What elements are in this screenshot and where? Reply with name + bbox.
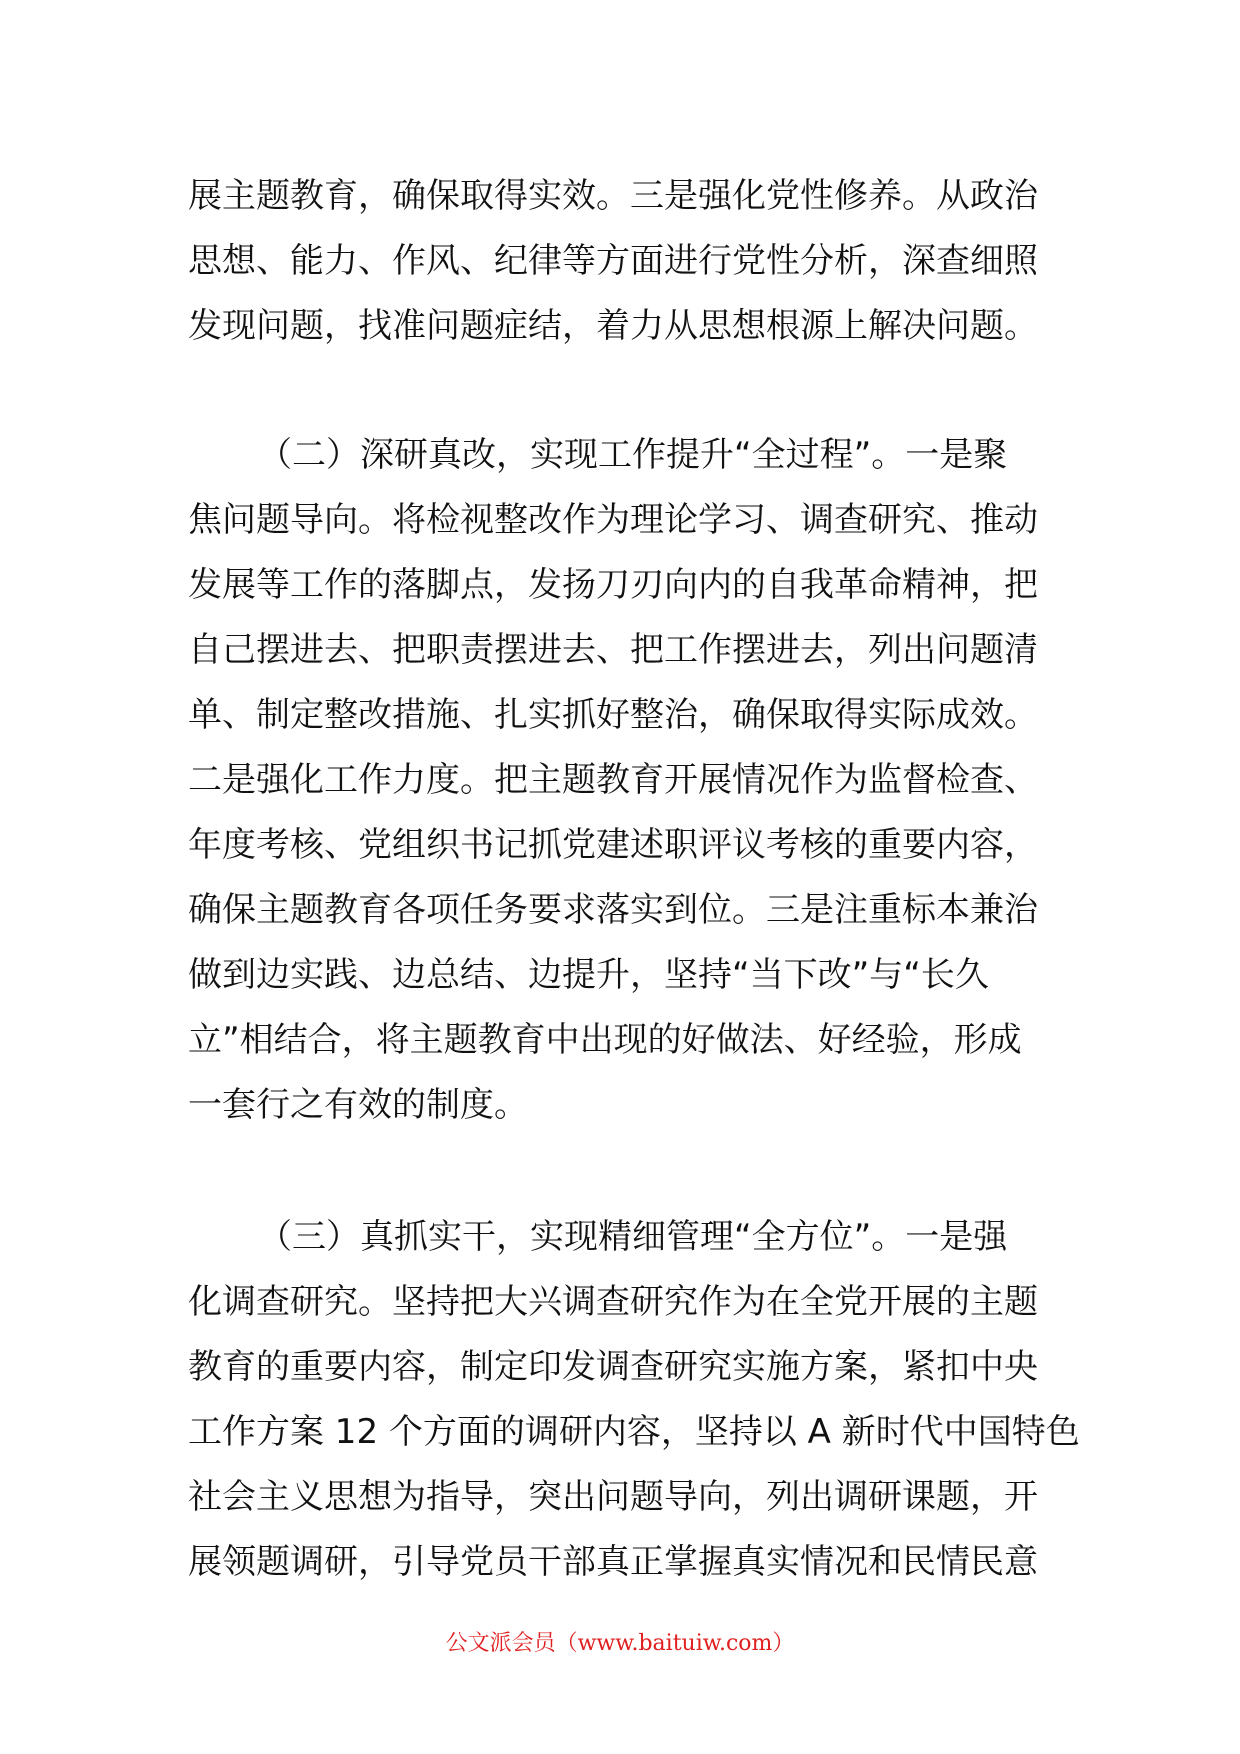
paragraph-line: 社会主义思想为指导，突出问题导向，列出调研课题，开 — [188, 1477, 1038, 1517]
paragraph-line: 发现问题，找准问题症结，着力从思想根源上解决问题。 — [188, 306, 1038, 346]
paragraph-line: 教育的重要内容，制定印发调查研究实施方案，紧扣中央 — [188, 1347, 1038, 1387]
footer-watermark: 公文派会员（www.baituiw.com） — [445, 1631, 795, 1656]
paragraph-line: 做到边实践、边总结、边提升，坚持“当下改”与“长久 — [188, 955, 989, 995]
paragraph-line: 焦问题导向。将检视整改作为理论学习、调查研究、推动 — [188, 500, 1038, 540]
paragraph-line: 展主题教育，确保取得实效。三是强化党性修养。从政治 — [188, 176, 1038, 216]
paragraph-heading-line: （三）真抓实干，实现精细管理“全方位”。一是强 — [258, 1217, 1008, 1257]
paragraph-line: 确保主题教育各项任务要求落实到位。三是注重标本兼治 — [188, 890, 1038, 930]
paragraph-line: 单、制定整改措施、扎实抓好整治，确保取得实际成效。 — [188, 695, 1038, 735]
paragraph-line: 二是强化工作力度。把主题教育开展情况作为监督检查、 — [188, 760, 1038, 800]
paragraph-2 — [188, 423, 1058, 1138]
paragraph-line: 自己摆进去、把职责摆进去、把工作摆进去，列出问题清 — [188, 630, 1038, 670]
paragraph-line: 化调查研究。坚持把大兴调查研究作为在全党开展的主题 — [188, 1282, 1038, 1322]
paragraph-line: 思想、能力、作风、纪律等方面进行党性分析，深查细照 — [188, 241, 1038, 281]
paragraph-line: 展领题调研，引导党员干部真正掌握真实情况和民情民意 — [188, 1542, 1038, 1582]
paragraph-line: 发展等工作的落脚点，发扬刀刃向内的自我革命精神，把 — [188, 565, 1038, 605]
paragraph-line: 立”相结合，将主题教育中出现的好做法、好经验，形成 — [188, 1020, 1022, 1060]
paragraph-line: 年度考核、党组织书记抓党建述职评议考核的重要内容， — [188, 825, 1038, 865]
paragraph-1 — [188, 164, 1058, 359]
paragraph-line: 一套行之有效的制度。 — [188, 1085, 528, 1125]
paragraph-line: 工作方案 12 个方面的调研内容，坚持以 A 新时代中国特色 — [188, 1412, 1080, 1452]
paragraph-heading-line: （二）深研真改，实现工作提升“全过程”。一是聚 — [258, 435, 1008, 475]
paragraph-3 — [188, 1205, 1080, 1595]
